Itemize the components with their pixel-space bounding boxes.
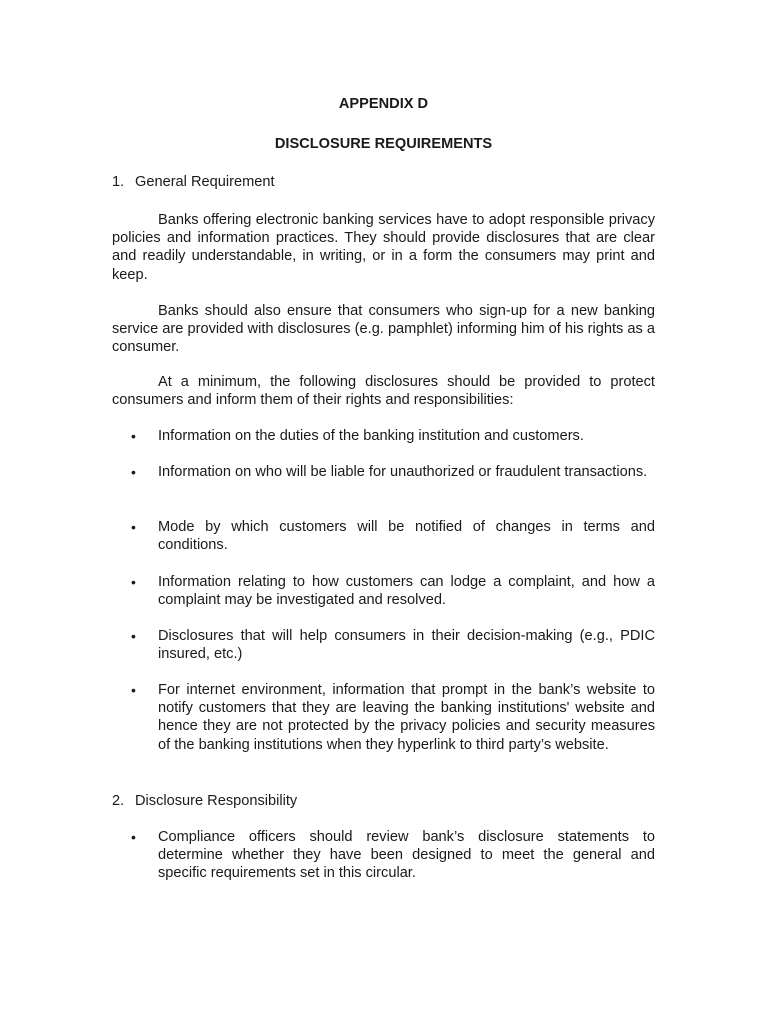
main-title: DISCLOSURE REQUIREMENTS: [274, 136, 493, 152]
list-item: [112, 828, 655, 883]
list-item: [112, 681, 655, 754]
bullet-symbol: •: [131, 519, 136, 535]
paragraph: Banks offering electronic banking services have to adopt responsible privacy policies and information practices. They should provide disclosures that are clear and readily understandable, in writing, or in a form the consumers may print and keep.: [112, 212, 655, 283]
list-item: [112, 627, 655, 663]
bullet-symbol: •: [131, 574, 136, 590]
section-heading-2: [112, 792, 655, 810]
bullet-symbol: •: [131, 428, 136, 444]
bullet-symbol: •: [131, 464, 136, 480]
list-item-text: Compliance officers should review bank’s disclosure statements to determine whether they have been designed to meet the general and specific requirements set in this circular.: [158, 829, 655, 882]
list-item-text: Disclosures that will help consumers in their decision-making (e.g., PDIC insured, etc.): [158, 628, 655, 663]
list-item-text: Information on the duties of the banking institution and customers.: [158, 428, 584, 444]
appendix-title: APPENDIX D: [338, 96, 429, 112]
list-item-text: Information on who will be liable for unauthorized or fraudulent transactions.: [158, 464, 648, 480]
section-number: 1.: [112, 174, 125, 190]
list-item: [112, 518, 655, 554]
bullet-symbol: •: [131, 682, 136, 698]
section-heading-1: [112, 173, 655, 191]
list-item-text: Mode by which customers will be notified of changes in terms and conditions.: [158, 519, 655, 554]
section-number: 2.: [112, 793, 125, 809]
section-title: General Requirement: [135, 174, 275, 190]
list-item: [112, 573, 655, 609]
list-item: [112, 463, 655, 481]
list-item-text: Information relating to how customers can lodge a complaint, and how a complaint may be investigated and resolved.: [158, 574, 655, 609]
section-title: Disclosure Responsibility: [135, 793, 298, 809]
list-item-text: For internet environment, information that prompt in the bank’s website to notify customers that they are leaving the banking institutions' website and hence they are not protected by the privacy policies and security measures of the banking institutions when they hyperlink to third party’s website.: [158, 682, 655, 753]
paragraph: At a minimum, the following disclosures should be provided to protect consumers and inform them of their rights and responsibilities:: [112, 374, 655, 409]
bullet-symbol: •: [131, 628, 136, 644]
paragraph: Banks should also ensure that consumers who sign-up for a new banking service are provided with disclosures (e.g. pamphlet) informing him of his rights as a consumer.: [112, 303, 655, 356]
bullet-symbol: •: [131, 829, 136, 845]
list-item: [112, 427, 655, 445]
